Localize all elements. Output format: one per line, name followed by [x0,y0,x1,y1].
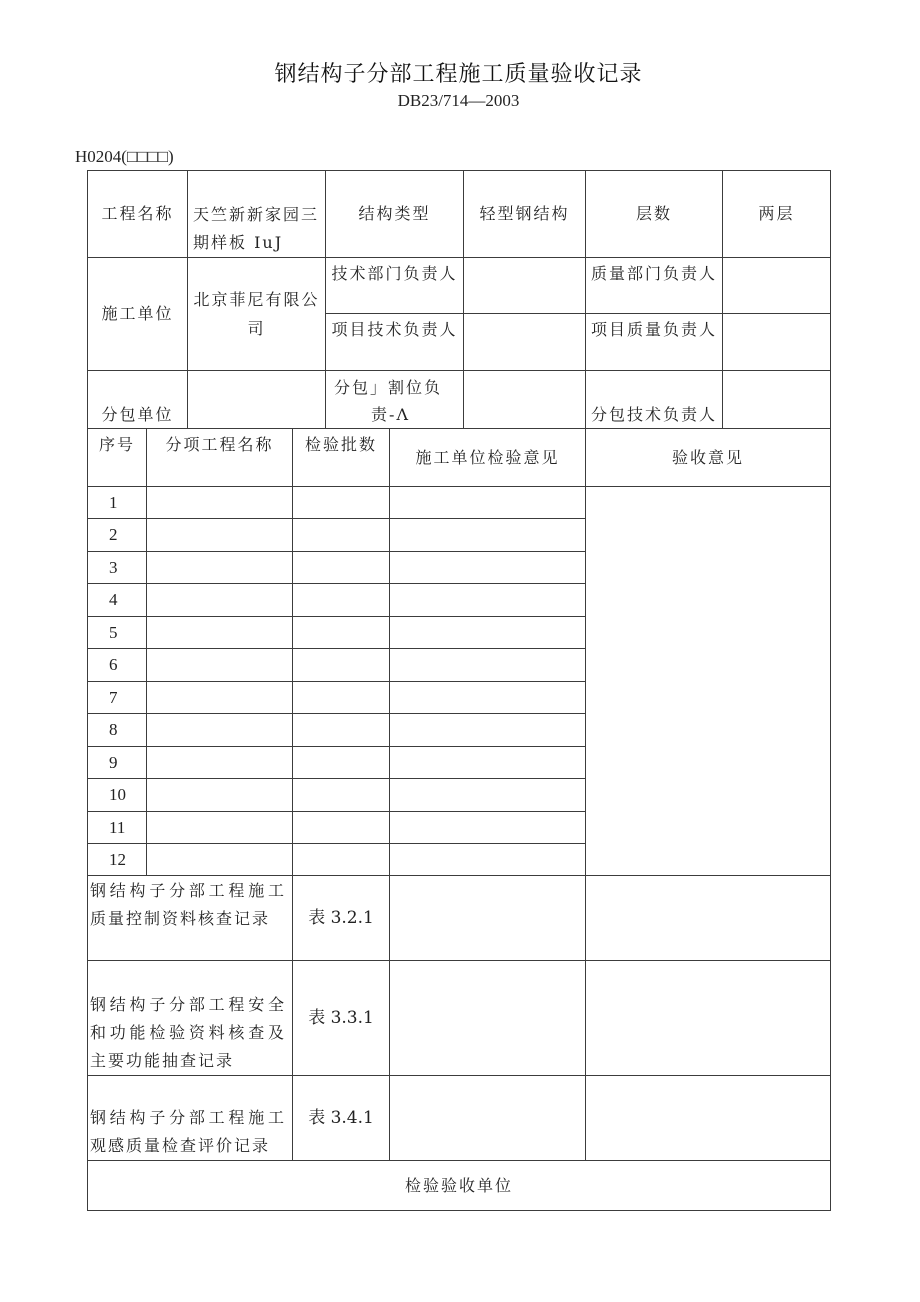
item-no: 9 [88,747,147,779]
info-row-subcontractor [88,371,831,429]
subcontractor-label: 分包单位 [88,371,188,429]
header-batch-count: 检验批数 [293,429,390,487]
item-contractor-opinion [390,779,586,812]
item-no: 12 [88,844,147,876]
record-contractor-opinion [390,961,586,1076]
project-name-value: 天竺新新家园三期样板 IuJ [188,171,326,258]
item-contractor-opinion [390,812,586,844]
info-row-contractor [88,258,831,314]
record-label [88,961,293,1076]
header-item-name: 分项工程名称 [147,429,293,487]
item-batch-count [293,584,390,617]
header-contractor-opinion: 施工单位检验意见 [390,429,586,487]
item-name [147,617,293,649]
item-name [147,812,293,844]
record-label-text: 钢结构子分部工程施工观感质量检查评价记录 [90,1108,286,1155]
item-contractor-opinion [390,617,586,649]
tech-dept-head-value [464,258,586,314]
structure-type-value: 轻型钢结构 [464,171,586,258]
acceptance-opinion-cell [586,487,831,876]
record-acceptance-opinion [586,961,831,1076]
item-name [147,519,293,552]
item-contractor-opinion [390,714,586,747]
item-no: 5 [88,617,147,649]
item-contractor-opinion [390,584,586,617]
item-contractor-opinion [390,487,586,519]
floors-value: 两层 [723,171,831,258]
subcontractor-head-value [464,371,586,429]
item-batch-count [293,617,390,649]
floors-label: 层数 [586,171,723,258]
subcontractor-tech-head-value [723,371,831,429]
items-header-row [88,429,831,487]
footer-row [88,1161,831,1211]
record-acceptance-opinion [586,1076,831,1161]
project-quality-head-label: 项目质量负责人 [586,314,723,371]
quality-dept-head-label: 质量部门负责人 [586,258,723,314]
record-table-ref: 表 3.3.1 [293,961,390,1076]
project-tech-head-label: 项目技术负责人 [326,314,464,371]
item-contractor-opinion [390,844,586,876]
record-contractor-opinion [390,876,586,961]
item-no: 1 [88,487,147,519]
contractor-value: 北京菲尼有限公司 [188,258,326,371]
subcontractor-head-label-line: 责-Λ [371,405,410,424]
item-no: 6 [88,649,147,682]
item-batch-count [293,747,390,779]
item-no: 8 [88,714,147,747]
item-batch-count [293,519,390,552]
document-title: 钢结构子分部工程施工质量验收记录 [274,62,643,87]
item-no: 3 [88,552,147,584]
item-batch-count [293,487,390,519]
item-batch-count [293,649,390,682]
project-tech-head-value [464,314,586,371]
item-no: 2 [88,519,147,552]
record-table-ref: 表 3.4.1 [293,1076,390,1161]
item-name [147,779,293,812]
item-no: 10 [88,779,147,812]
inspection-units-label: 检验验收单位 [88,1161,831,1211]
subcontractor-head-label-line: 分包」割位负 [334,378,443,397]
subcontractor-tech-head-label: 分包技术负责人 [586,371,723,429]
info-row-project [88,171,831,258]
subcontractor-value [188,371,326,429]
item-contractor-opinion [390,649,586,682]
item-batch-count [293,714,390,747]
item-name [147,487,293,519]
record-acceptance-opinion [586,876,831,961]
item-name [147,682,293,714]
header-acceptance-opinion: 验收意见 [586,429,831,487]
record-label [88,876,293,961]
item-name [147,844,293,876]
record-label [88,1076,293,1161]
standard-number: DB23/714—2003 [397,91,520,110]
item-row [88,487,831,519]
item-contractor-opinion [390,682,586,714]
structure-type-label: 结构类型 [326,171,464,258]
item-name [147,747,293,779]
quality-dept-head-value [723,258,831,314]
form-code: H0204(□□□□) [75,147,174,166]
record-label-text: 钢结构子分部工程施工质量控制资料核查记录 [90,881,286,928]
header-no: 序号 [88,429,147,487]
item-contractor-opinion [390,519,586,552]
item-contractor-opinion [390,552,586,584]
record-row [88,961,831,1076]
record-row [88,1076,831,1161]
item-batch-count [293,682,390,714]
item-batch-count [293,812,390,844]
item-batch-count [293,779,390,812]
item-name [147,714,293,747]
record-table-ref: 表 3.2.1 [293,876,390,961]
subcontractor-head-label [326,371,464,429]
item-name [147,552,293,584]
item-name [147,584,293,617]
contractor-label: 施工单位 [88,258,188,371]
item-batch-count [293,844,390,876]
record-label-text: 钢结构子分部工程安全和功能检验资料核查及主要功能抽查记录 [90,995,286,1070]
tech-dept-head-label: 技术部门负责人 [326,258,464,314]
item-name [147,649,293,682]
project-quality-head-value [723,314,831,371]
item-no: 7 [88,682,147,714]
item-no: 11 [88,812,147,844]
record-contractor-opinion [390,1076,586,1161]
item-contractor-opinion [390,747,586,779]
item-no: 4 [88,584,147,617]
item-batch-count [293,552,390,584]
record-row [88,876,831,961]
acceptance-record-table [87,170,831,1211]
project-name-label: 工程名称 [88,171,188,258]
